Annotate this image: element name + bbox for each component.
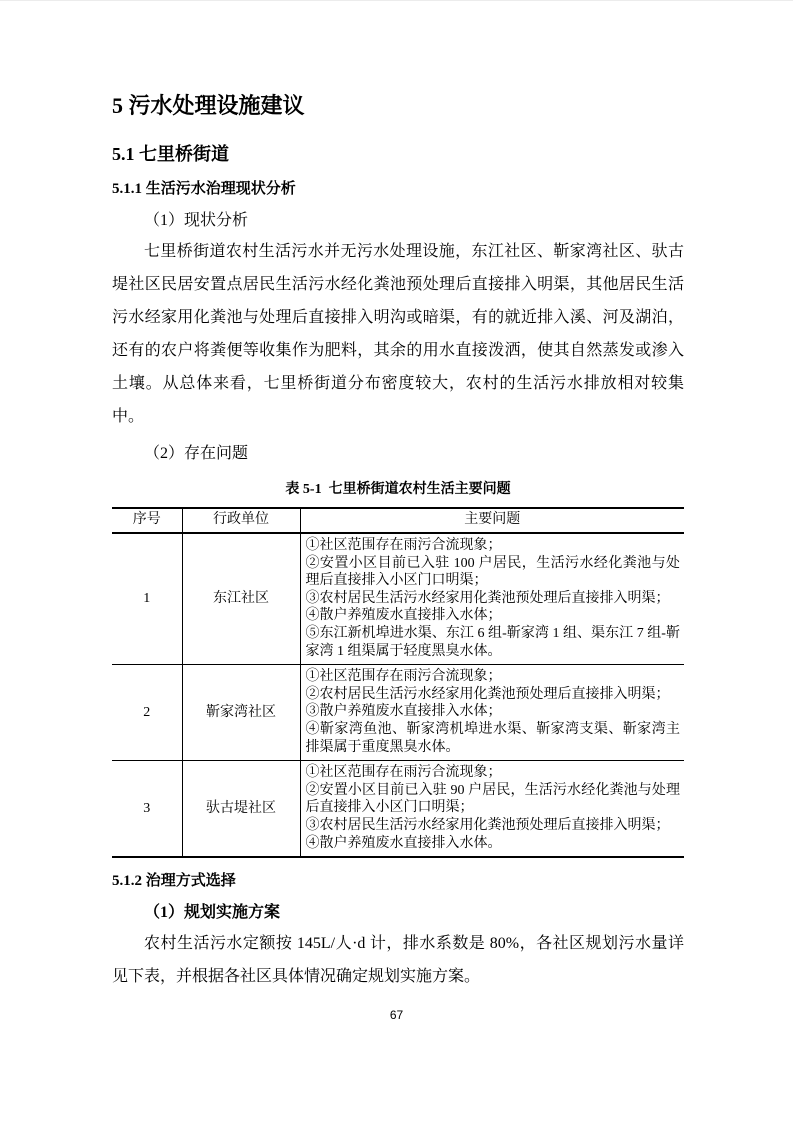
row-unit: 东江社区	[182, 533, 300, 665]
table-row	[112, 533, 684, 665]
table-caption: 表 5-1 七里桥街道农村生活主要问题	[285, 482, 511, 497]
table-row	[112, 761, 684, 857]
subsection-heading-1: 5.1.1 生活污水治理现状分析	[112, 181, 296, 197]
problem-item: ④靳家湾鱼池、靳家湾机埠进水渠、靳家湾支渠、靳家湾主排渠属于重度黑臭水体。	[305, 721, 680, 755]
problem-item: ③农村居民生活污水经家用化粪池预处理后直接排入明渠；	[305, 817, 670, 833]
list-item-heading-3: （1）规划实施方案	[144, 904, 281, 922]
subsection-heading-2: 5.1.2 治理方式选择	[112, 873, 236, 890]
problem-item: ③农村居民生活污水经家用化粪池预处理后直接排入明渠；	[305, 590, 670, 606]
section-heading: 5.1 七里桥街道	[112, 144, 229, 164]
problem-item: ②安置小区目前已入驻 100 户居民，生活污水经化粪池与处理后直接排入小区门口明渠；	[305, 555, 680, 589]
problem-item: ①社区范围存在雨污合流现象；	[305, 669, 502, 685]
page-content	[112, 1, 684, 993]
column-header-unit: 行政单位	[182, 508, 300, 533]
problem-item: ①社区范围存在雨污合流现象；	[305, 765, 502, 781]
table-header-row	[112, 508, 684, 533]
problem-item: ④散户养殖废水直接排入水体；	[305, 608, 502, 624]
table-row	[112, 665, 684, 761]
problem-item: ③散户养殖废水直接排入水体；	[305, 704, 502, 720]
list-item-heading-1: （1）现状分析	[144, 212, 249, 229]
row-no: 1	[112, 533, 182, 665]
page-number: 67	[389, 1008, 404, 1022]
row-unit: 驮古堤社区	[182, 761, 300, 857]
row-problems	[300, 533, 684, 665]
row-no: 2	[112, 665, 182, 761]
problem-item: ⑤东江新机埠进水渠、东江 6 组-靳家湾 1 组、渠东江 7 组-靳家湾 1 组渠属于轻度黑臭水体。	[305, 625, 680, 659]
status-analysis-paragraph: 七里桥街道农村生活污水并无污水处理设施，东江社区、靳家湾社区、驮古堤社区民居安置点居民生活污水经化粪池预处理后直接排入明渠，其他居民生活污水经家用化粪池与处理后直接排入明沟或暗渠，有的就近排入溪、河及湖泊，还有的农户将粪便等收集作为肥料，其余的用水直接泼洒，使其自然蒸发或渗入土壤。从总体来看，七里桥街道分布密度较大，农村的生活污水排放相对较集中。	[112, 243, 684, 425]
problem-item: ②安置小区目前已入驻 90 户居民，生活污水经化粪池与处理后直接排入小区门口明渠；	[305, 782, 680, 816]
row-unit: 靳家湾社区	[182, 665, 300, 761]
column-header-problems: 主要问题	[300, 508, 684, 533]
row-problems	[300, 665, 684, 761]
column-header-no: 序号	[112, 508, 182, 533]
plan-paragraph: 农村生活污水定额按 145L/人·d 计，排水系数是 80%，各社区规划污水量详见下表，并根据各社区具体情况确定规划实施方案。	[112, 935, 684, 986]
chapter-heading: 5 污水处理设施建议	[112, 93, 305, 118]
row-problems	[300, 761, 684, 857]
row-no: 3	[112, 761, 182, 857]
problem-item: ①社区范围存在雨污合流现象；	[305, 538, 502, 553]
problem-item: ②农村居民生活污水经家用化粪池预处理后直接排入明渠；	[305, 686, 670, 702]
list-item-heading-2: （2）存在问题	[144, 445, 249, 462]
problems-table	[112, 507, 684, 858]
problem-item: ④散户养殖废水直接排入水体。	[305, 835, 502, 851]
